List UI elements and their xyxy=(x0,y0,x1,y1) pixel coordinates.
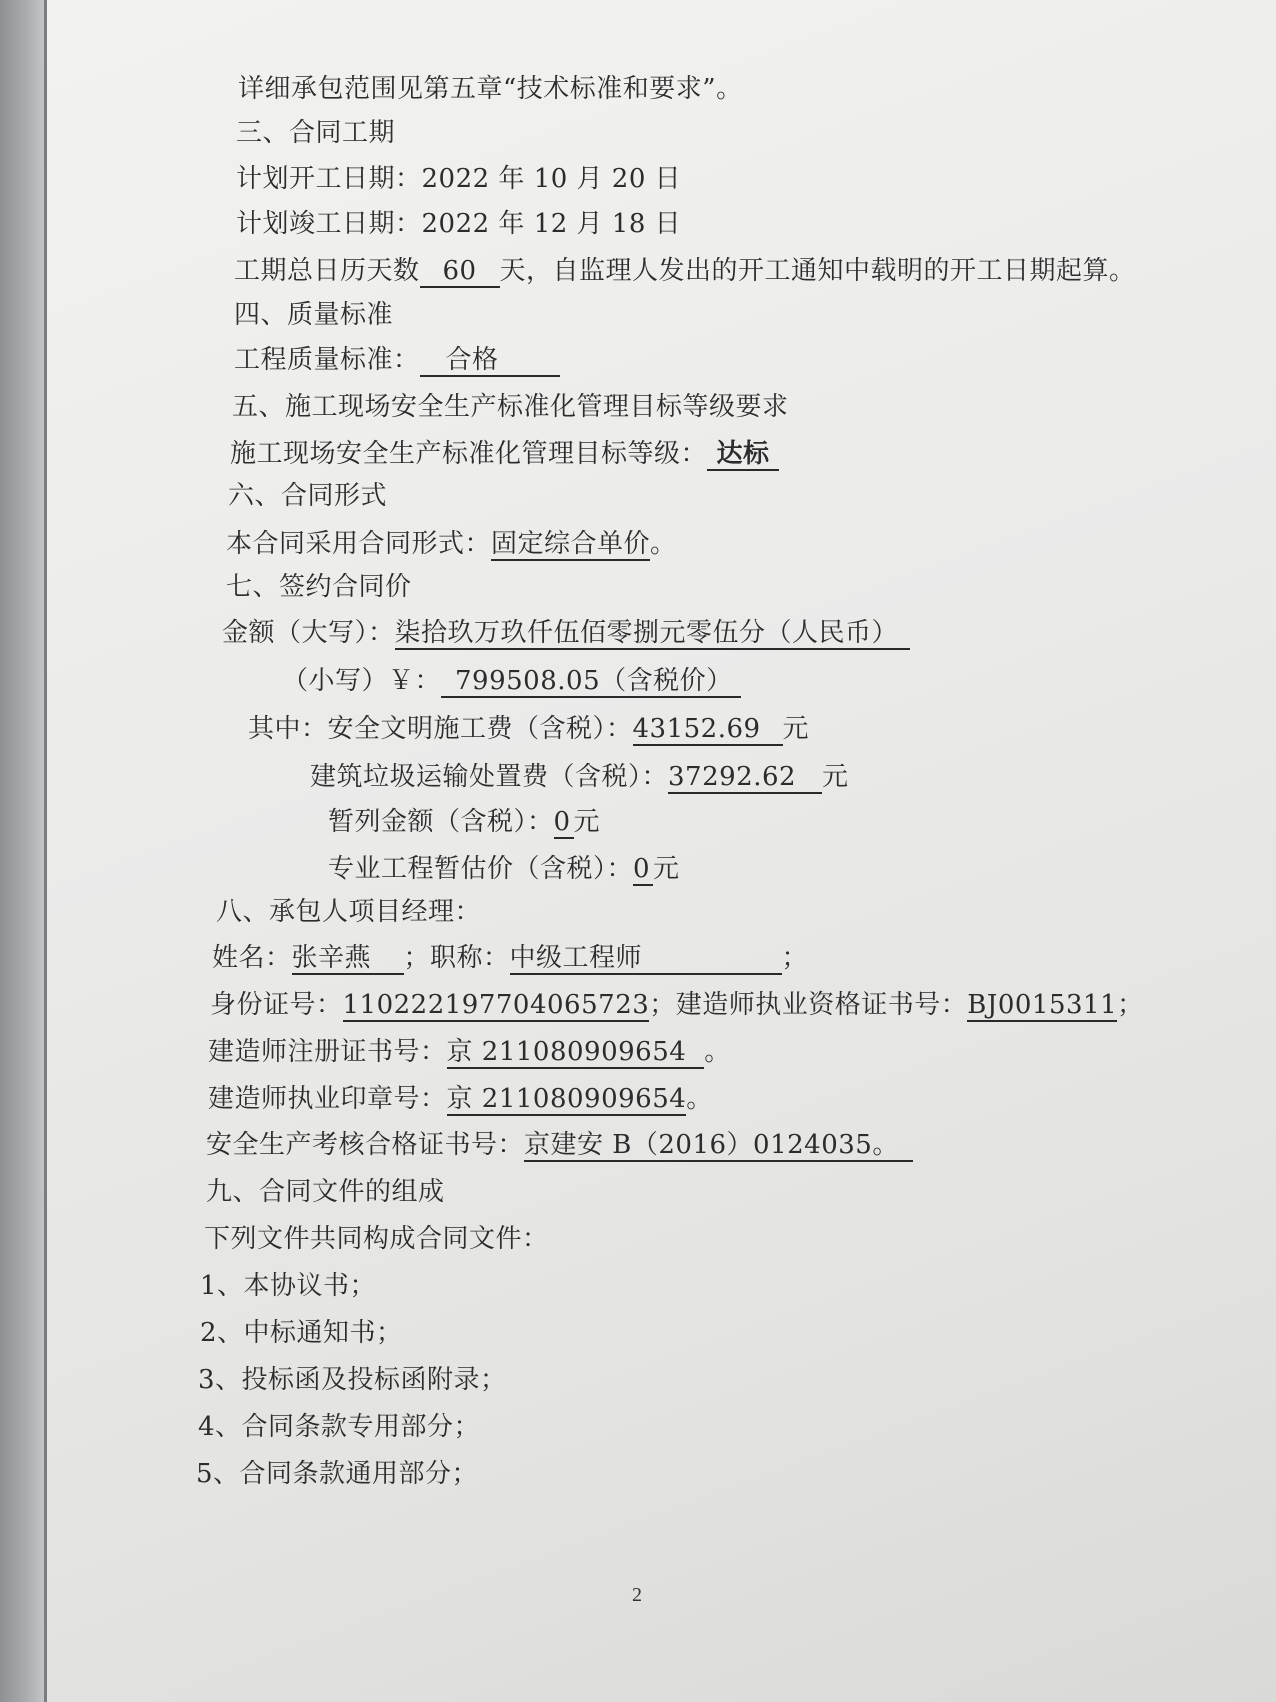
specialist-estimate-unit: 元 xyxy=(653,854,680,884)
heading-safety-target: 五、施工现场安全生产标准化管理目标等级要求 xyxy=(232,392,789,422)
list-item-3: 3、投标函及投标函附录； xyxy=(198,1365,507,1395)
line-specialist-estimate xyxy=(328,852,680,886)
contract-form-suffix: 。 xyxy=(650,529,677,559)
line-safety-cert xyxy=(206,1128,913,1162)
list-item-4: 4、合同条款专用部分； xyxy=(198,1412,481,1442)
total-days-label: 工期总日历天数 xyxy=(234,256,420,286)
line-amount-words xyxy=(222,616,910,650)
line-planned-completion: 计划竣工日期：2022 年 12 月 18 日 xyxy=(236,209,682,239)
total-days-suffix: 天，自监理人发出的开工通知中载明的开工日期起算。 xyxy=(499,256,1136,286)
line-id-number xyxy=(210,988,1144,1022)
amount-figures-label: （小写）￥： xyxy=(282,666,442,696)
safety-cert-value: 京建安 B（2016）0124035。 xyxy=(524,1130,913,1162)
waste-fee-unit: 元 xyxy=(822,762,849,792)
list-item-5: 5、合同条款通用部分； xyxy=(196,1459,479,1489)
manager-name-label: 姓名： xyxy=(212,943,292,973)
registration-cert-value: 京 211080909654 xyxy=(447,1037,705,1069)
quality-standard-value: 合格 xyxy=(420,345,560,377)
list-item-2: 2、中标通知书； xyxy=(200,1318,403,1348)
line-waste-fee xyxy=(310,760,849,794)
page-edge xyxy=(44,0,47,1702)
list-item-1: 1、本协议书； xyxy=(200,1271,377,1301)
amount-figures-value: 799508.05（含税价） xyxy=(441,666,741,698)
page-number: 2 xyxy=(632,1584,642,1606)
quality-standard-label: 工程质量标准： xyxy=(234,345,420,375)
qualification-cert-label: ；建造师执业资格证书号： xyxy=(649,990,968,1020)
line-contract-form xyxy=(226,527,677,561)
contract-form-value: 固定综合单价 xyxy=(491,529,651,559)
heading-contract-form: 六、合同形式 xyxy=(228,481,388,511)
practice-seal-value: 京 211080909654 xyxy=(446,1084,687,1114)
manager-title-value: 中级工程师 xyxy=(510,943,782,975)
practice-seal-suffix: 。 xyxy=(686,1084,713,1114)
practice-seal-label: 建造师执业印章号： xyxy=(208,1084,447,1114)
provisional-sum-label: 暂列金额（含税）： xyxy=(328,807,554,837)
qualification-cert-suffix: ； xyxy=(1117,990,1144,1020)
specialist-estimate-label: 专业工程暂估价（含税）： xyxy=(328,854,634,884)
qualification-cert-value: BJ0015311 xyxy=(967,990,1118,1020)
registration-cert-suffix: 。 xyxy=(704,1037,731,1067)
line-quality-standard xyxy=(234,343,560,377)
manager-title-suffix: ； xyxy=(781,943,809,973)
manager-title-label: ；职称： xyxy=(403,943,510,973)
line-safety-fee xyxy=(248,712,809,746)
line-provisional-sum xyxy=(328,805,600,839)
heading-contract-period: 三、合同工期 xyxy=(236,118,396,148)
contract-form-label: 本合同采用合同形式： xyxy=(226,529,492,559)
safety-cert-label: 安全生产考核合格证书号： xyxy=(206,1130,525,1160)
line-registration-cert xyxy=(208,1035,731,1069)
heading-contract-price: 七、签约合同价 xyxy=(226,572,412,602)
heading-contract-documents: 九、合同文件的组成 xyxy=(206,1177,445,1207)
line-documents-intro: 下列文件共同构成合同文件： xyxy=(204,1224,549,1254)
waste-fee-value: 37292.62 xyxy=(668,762,822,794)
line-amount-figures xyxy=(282,664,741,698)
specialist-estimate-value: 0 xyxy=(633,854,653,886)
registration-cert-label: 建造师注册证书号： xyxy=(208,1037,447,1067)
total-days-value: 60 xyxy=(420,256,500,288)
heading-quality-standard: 四、质量标准 xyxy=(234,300,394,330)
line-scope-detail: 详细承包范围见第五章“技术标准和要求”。 xyxy=(238,74,743,104)
line-manager-name xyxy=(212,941,808,975)
line-planned-start: 计划开工日期：2022 年 10 月 20 日 xyxy=(236,164,682,194)
safety-fee-unit: 元 xyxy=(782,714,810,744)
provisional-sum-value: 0 xyxy=(554,807,574,839)
heading-project-manager: 八、承包人项目经理： xyxy=(216,897,482,927)
safety-target-label: 施工现场安全生产标准化管理目标等级： xyxy=(230,439,708,469)
amount-words-label: 金额（大写）： xyxy=(222,618,395,648)
line-total-days xyxy=(234,254,1136,288)
provisional-sum-unit: 元 xyxy=(573,807,601,837)
left-shadow xyxy=(0,0,46,1702)
id-number-label: 身份证号： xyxy=(210,990,343,1020)
line-safety-target xyxy=(230,437,779,471)
safety-fee-label: 其中：安全文明施工费（含税）： xyxy=(248,714,633,744)
manager-name-value: 张辛燕 xyxy=(292,943,404,975)
safety-target-value: 达标 xyxy=(707,439,779,471)
id-number-value: 110222197704065723 xyxy=(342,990,650,1020)
amount-words-value: 柒拾玖万玖仟伍佰零捌元零伍分（人民币） xyxy=(395,618,911,650)
waste-fee-label: 建筑垃圾运输处置费（含税）： xyxy=(310,762,669,792)
safety-fee-value: 43152.69 xyxy=(633,714,783,746)
line-practice-seal xyxy=(208,1082,713,1116)
